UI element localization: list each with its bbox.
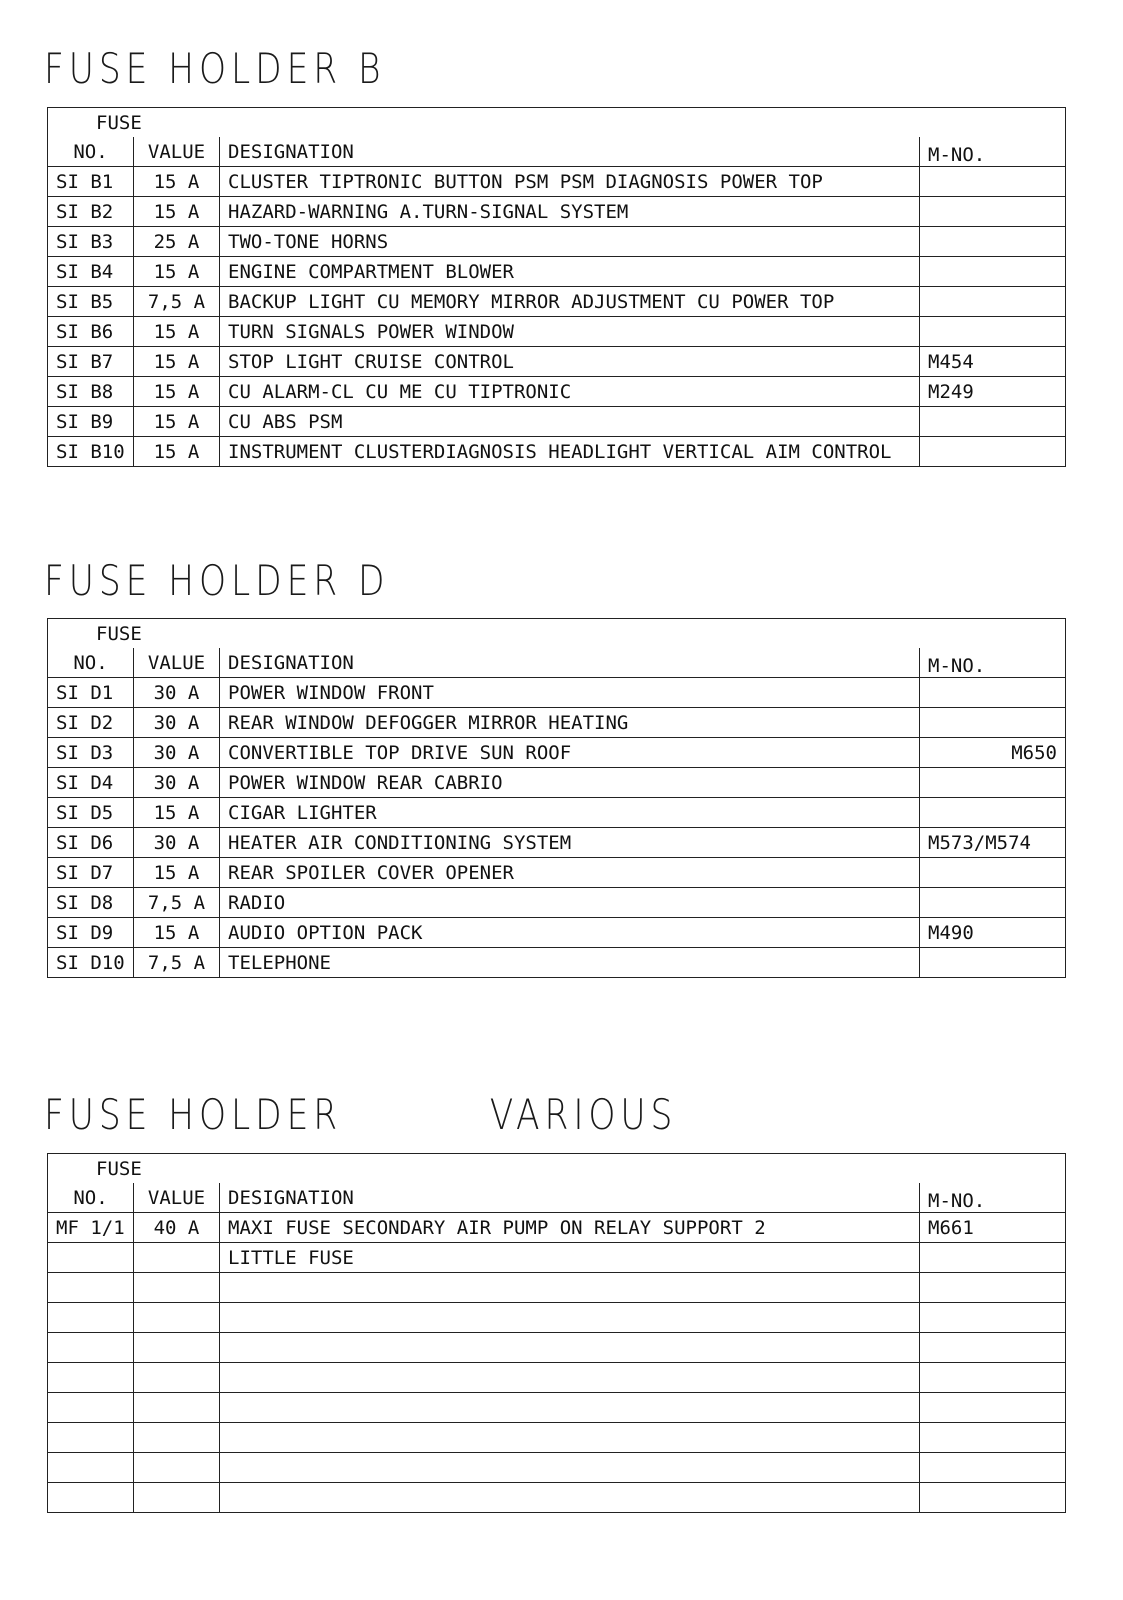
- table-row: [48, 227, 1066, 257]
- m-no-cell: [920, 197, 1066, 227]
- table-header-row: [48, 648, 1066, 678]
- designation-cell: TELEPHONE: [220, 948, 920, 978]
- m-no-cell: [920, 1273, 1066, 1303]
- fuse-value-cell: 15 A: [134, 257, 220, 287]
- m-no-cell: [920, 1453, 1066, 1483]
- fuse-value-cell: 15 A: [134, 918, 220, 948]
- section-title: [44, 1090, 677, 1139]
- designation-cell: ENGINE COMPARTMENT BLOWER: [220, 257, 920, 287]
- designation-cell: [220, 1333, 920, 1363]
- table-row: [48, 1483, 1066, 1513]
- table-row: [48, 347, 1066, 377]
- fuse-number-cell: [48, 1483, 134, 1513]
- table-header-row: [48, 619, 1066, 649]
- m-no-cell: [920, 1243, 1066, 1273]
- m-no-header: M-NO.: [920, 137, 1066, 167]
- table-row: [48, 437, 1066, 467]
- m-no-cell: M650: [920, 738, 1066, 768]
- table-row: [48, 407, 1066, 437]
- m-no-cell: M661: [920, 1213, 1066, 1243]
- designation-cell: RADIO: [220, 888, 920, 918]
- m-no-cell: [920, 1303, 1066, 1333]
- m-no-cell: [920, 948, 1066, 978]
- designation-cell: [220, 1393, 920, 1423]
- fuse-table-body: [48, 108, 1066, 467]
- fuse-value-cell: 7,5 A: [134, 287, 220, 317]
- fuse-table: [47, 107, 1066, 467]
- fuse-number-cell: [48, 1303, 134, 1333]
- designation-cell: TWO-TONE HORNS: [220, 227, 920, 257]
- m-no-cell: [920, 798, 1066, 828]
- table-header-row: [48, 1154, 1066, 1184]
- fuse-value-cell: 7,5 A: [134, 948, 220, 978]
- fuse-value-cell: [134, 1453, 220, 1483]
- fuse-number-cell: SI B1: [48, 167, 134, 197]
- fuse-number-cell: SI B8: [48, 377, 134, 407]
- designation-cell: REAR WINDOW DEFOGGER MIRROR HEATING: [220, 708, 920, 738]
- section-title-main: FUSE HOLDER: [44, 1090, 343, 1139]
- fuse-number-cell: SI D3: [48, 738, 134, 768]
- fuse-value-cell: [134, 1423, 220, 1453]
- no-header: NO.: [48, 1183, 134, 1213]
- fuse-value-cell: 15 A: [134, 317, 220, 347]
- fuse-number-cell: MF 1/1: [48, 1213, 134, 1243]
- fuse-value-cell: [134, 1393, 220, 1423]
- m-no-cell: [920, 678, 1066, 708]
- designation-cell: INSTRUMENT CLUSTERDIAGNOSIS HEADLIGHT VERTICAL AIM CONTROL: [220, 437, 920, 467]
- m-no-cell: [920, 888, 1066, 918]
- fuse-number-cell: SI B3: [48, 227, 134, 257]
- fuse-number-cell: SI B10: [48, 437, 134, 467]
- m-no-header: M-NO.: [920, 648, 1066, 678]
- section-title: FUSE HOLDER B: [44, 44, 386, 93]
- m-no-cell: [920, 407, 1066, 437]
- fuse-number-cell: SI B6: [48, 317, 134, 347]
- fuse-number-cell: SI D9: [48, 918, 134, 948]
- fuse-value-cell: 30 A: [134, 768, 220, 798]
- m-no-cell: [920, 167, 1066, 197]
- fuse-number-cell: [48, 1333, 134, 1363]
- fuse-value-cell: 15 A: [134, 437, 220, 467]
- fuse-value-cell: [134, 1363, 220, 1393]
- fuse-number-cell: SI D1: [48, 678, 134, 708]
- fuse-value-cell: 15 A: [134, 377, 220, 407]
- fuse-number-cell: SI B9: [48, 407, 134, 437]
- m-no-cell: [920, 437, 1066, 467]
- m-no-cell: [920, 287, 1066, 317]
- table-row: [48, 948, 1066, 978]
- fuse-value-cell: 15 A: [134, 197, 220, 227]
- fuse-number-cell: SI B7: [48, 347, 134, 377]
- table-row: [48, 1423, 1066, 1453]
- m-no-cell: M454: [920, 347, 1066, 377]
- fuse-value-cell: [134, 1333, 220, 1363]
- designation-cell: [220, 1363, 920, 1393]
- table-row: [48, 768, 1066, 798]
- designation-cell: MAXI FUSE SECONDARY AIR PUMP ON RELAY SUPPORT 2: [220, 1213, 920, 1243]
- no-header: NO.: [48, 648, 134, 678]
- fuse-number-cell: SI D6: [48, 828, 134, 858]
- table-row: [48, 1363, 1066, 1393]
- fuse-table-body: [48, 619, 1066, 978]
- fuse-table-body: [48, 1154, 1066, 1513]
- m-no-cell: [920, 1333, 1066, 1363]
- designation-cell: CU ALARM-CL CU ME CU TIPTRONIC: [220, 377, 920, 407]
- fuse-number-cell: SI D8: [48, 888, 134, 918]
- designation-cell: POWER WINDOW FRONT: [220, 678, 920, 708]
- table-row: [48, 197, 1066, 227]
- m-no-cell: M490: [920, 918, 1066, 948]
- designation-header: DESIGNATION: [220, 137, 920, 167]
- table-row: [48, 918, 1066, 948]
- section-title: FUSE HOLDER D: [44, 556, 390, 605]
- table-row: [48, 377, 1066, 407]
- table-row: [48, 828, 1066, 858]
- fuse-value-cell: 25 A: [134, 227, 220, 257]
- table-row: [48, 798, 1066, 828]
- fuse-value-cell: 15 A: [134, 858, 220, 888]
- fuse-value-cell: 15 A: [134, 407, 220, 437]
- table-row: [48, 1393, 1066, 1423]
- fuse-number-cell: [48, 1273, 134, 1303]
- designation-header: DESIGNATION: [220, 1183, 920, 1213]
- fuse-number-cell: [48, 1363, 134, 1393]
- fuse-value-cell: 40 A: [134, 1213, 220, 1243]
- fuse-header: FUSE: [48, 108, 134, 138]
- table-row: [48, 708, 1066, 738]
- fuse-number-cell: SI B5: [48, 287, 134, 317]
- value-header: VALUE: [134, 648, 220, 678]
- table-row: [48, 1243, 1066, 1273]
- table-row: [48, 858, 1066, 888]
- m-no-cell: M249: [920, 377, 1066, 407]
- m-no-cell: [920, 1423, 1066, 1453]
- m-no-cell: [920, 257, 1066, 287]
- fuse-number-cell: SI D4: [48, 768, 134, 798]
- designation-cell: CU ABS PSM: [220, 407, 920, 437]
- table-header-row: [48, 1183, 1066, 1213]
- designation-cell: [220, 1483, 920, 1513]
- fuse-value-cell: 15 A: [134, 798, 220, 828]
- fuse-number-cell: [48, 1423, 134, 1453]
- fuse-number-cell: SI D2: [48, 708, 134, 738]
- table-row: [48, 1453, 1066, 1483]
- fuse-table: [47, 618, 1066, 978]
- m-no-cell: [920, 1363, 1066, 1393]
- fuse-value-cell: 30 A: [134, 678, 220, 708]
- table-row: [48, 287, 1066, 317]
- m-no-cell: [920, 1483, 1066, 1513]
- fuse-value-cell: 30 A: [134, 828, 220, 858]
- fuse-value-cell: 15 A: [134, 167, 220, 197]
- fuse-value-cell: [134, 1273, 220, 1303]
- table-row: [48, 678, 1066, 708]
- value-header: VALUE: [134, 137, 220, 167]
- fuse-number-cell: SI D10: [48, 948, 134, 978]
- fuse-number-cell: SI D7: [48, 858, 134, 888]
- fuse-value-cell: [134, 1483, 220, 1513]
- fuse-value-cell: [134, 1243, 220, 1273]
- designation-cell: BACKUP LIGHT CU MEMORY MIRROR ADJUSTMENT CU POWER TOP: [220, 287, 920, 317]
- m-no-cell: [920, 858, 1066, 888]
- designation-cell: STOP LIGHT CRUISE CONTROL: [220, 347, 920, 377]
- table-row: [48, 317, 1066, 347]
- fuse-value-cell: 7,5 A: [134, 888, 220, 918]
- designation-cell: [220, 1303, 920, 1333]
- table-row: [48, 888, 1066, 918]
- table-row: [48, 1333, 1066, 1363]
- designation-cell: REAR SPOILER COVER OPENER: [220, 858, 920, 888]
- m-no-cell: [920, 768, 1066, 798]
- designation-cell: CONVERTIBLE TOP DRIVE SUN ROOF: [220, 738, 920, 768]
- fuse-number-cell: SI B2: [48, 197, 134, 227]
- m-no-cell: [920, 1393, 1066, 1423]
- designation-cell: POWER WINDOW REAR CABRIO: [220, 768, 920, 798]
- fuse-header: FUSE: [48, 619, 134, 649]
- designation-cell: LITTLE FUSE: [220, 1243, 920, 1273]
- fuse-number-cell: SI D5: [48, 798, 134, 828]
- designation-header: DESIGNATION: [220, 648, 920, 678]
- designation-cell: [220, 1453, 920, 1483]
- fuse-header: FUSE: [48, 1154, 134, 1184]
- table-row: [48, 1303, 1066, 1333]
- fuse-number-cell: [48, 1453, 134, 1483]
- designation-cell: CLUSTER TIPTRONIC BUTTON PSM PSM DIAGNOSIS POWER TOP: [220, 167, 920, 197]
- fuse-value-cell: 30 A: [134, 708, 220, 738]
- designation-cell: AUDIO OPTION PACK: [220, 918, 920, 948]
- designation-cell: HAZARD-WARNING A.TURN-SIGNAL SYSTEM: [220, 197, 920, 227]
- table-row: [48, 257, 1066, 287]
- table-header-row: [48, 137, 1066, 167]
- fuse-number-cell: [48, 1243, 134, 1273]
- value-header: VALUE: [134, 1183, 220, 1213]
- fuse-value-cell: [134, 1303, 220, 1333]
- designation-cell: TURN SIGNALS POWER WINDOW: [220, 317, 920, 347]
- m-no-cell: [920, 227, 1066, 257]
- fuse-table: [47, 1153, 1066, 1513]
- designation-cell: [220, 1423, 920, 1453]
- m-no-cell: [920, 317, 1066, 347]
- fuse-number-cell: [48, 1393, 134, 1423]
- no-header: NO.: [48, 137, 134, 167]
- m-no-header: M-NO.: [920, 1183, 1066, 1213]
- table-row: [48, 1273, 1066, 1303]
- m-no-cell: [920, 708, 1066, 738]
- table-header-row: [48, 108, 1066, 138]
- designation-cell: CIGAR LIGHTER: [220, 798, 920, 828]
- table-row: [48, 1213, 1066, 1243]
- designation-cell: HEATER AIR CONDITIONING SYSTEM: [220, 828, 920, 858]
- table-row: [48, 167, 1066, 197]
- designation-cell: [220, 1273, 920, 1303]
- fuse-value-cell: 30 A: [134, 738, 220, 768]
- fuse-number-cell: SI B4: [48, 257, 134, 287]
- fuse-value-cell: 15 A: [134, 347, 220, 377]
- section-title-extra: VARIOUS: [489, 1090, 678, 1139]
- table-row: [48, 738, 1066, 768]
- m-no-cell: M573/M574: [920, 828, 1066, 858]
